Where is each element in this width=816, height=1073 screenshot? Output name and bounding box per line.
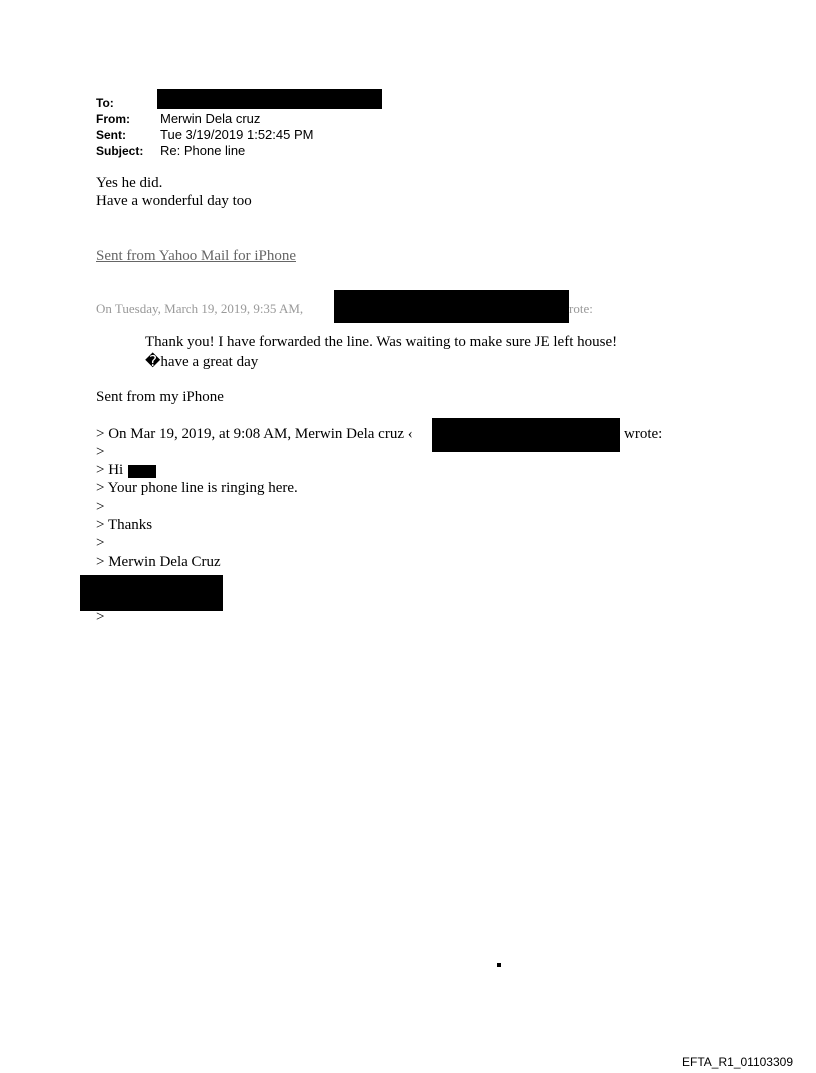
nested-signature-name: > Merwin Dela Cruz	[96, 554, 221, 570]
to-label: To:	[96, 96, 114, 110]
nested-blank-line: >	[96, 535, 105, 551]
name-redaction	[128, 465, 156, 478]
sent-from-iphone: Sent from my iPhone	[96, 389, 224, 405]
sent-label: Sent:	[96, 128, 126, 142]
nested-phone-line: > Your phone line is ringing here.	[96, 480, 298, 496]
document-id: EFTA_R1_01103309	[682, 1055, 793, 1069]
quoted-attribution-start: On Tuesday, March 19, 2019, 9:35 AM,	[96, 301, 304, 316]
from-value: Merwin Dela cruz	[160, 111, 261, 126]
reply-line-2: Have a wonderful day too	[96, 193, 252, 209]
nested-greeting: > Hi	[96, 462, 124, 478]
nested-attribution-start: > On Mar 19, 2019, at 9:08 AM, Merwin Dela cruz ‹	[96, 426, 413, 442]
nested-thanks: > Thanks	[96, 517, 153, 533]
reply-line-1: Yes he did.	[96, 175, 163, 191]
nested-blank-line: >	[96, 499, 105, 515]
sender-redaction	[334, 290, 569, 323]
quoted-attribution-end: rote:	[569, 301, 593, 316]
subject-value: Re: Phone line	[160, 143, 246, 158]
signature-redaction	[80, 575, 223, 611]
quoted-message-line-2: �have a great day	[145, 354, 259, 370]
nested-blank-line: >	[96, 609, 105, 625]
from-label: From:	[96, 112, 130, 126]
sent-value: Tue 3/19/2019 1:52:45 PM	[160, 127, 314, 142]
stray-dot	[497, 963, 501, 967]
quoted-message-line-1: Thank you! I have forwarded the line. Was waiting to make sure JE left house!	[145, 334, 618, 350]
to-redaction	[157, 89, 382, 109]
nested-blank-line: >	[96, 444, 105, 460]
nested-attribution-end: wrote:	[624, 426, 663, 442]
yahoo-mail-signature-link[interactable]: Sent from Yahoo Mail for iPhone	[96, 248, 296, 264]
subject-label: Subject:	[96, 144, 144, 158]
email-redaction	[432, 418, 620, 452]
